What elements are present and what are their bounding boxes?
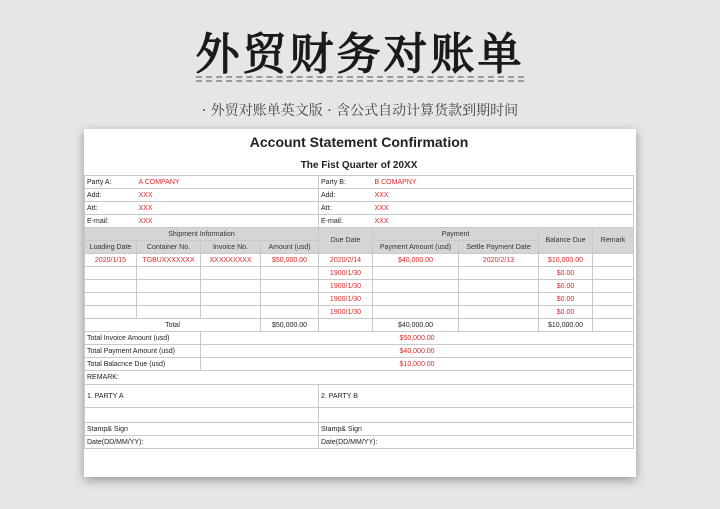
party-a-label: Party A:	[85, 176, 137, 189]
party-a-att-value: XXX	[137, 202, 319, 215]
statement-sheet	[84, 129, 636, 477]
party-b-value: B COMAPNY	[373, 176, 634, 189]
remark-row	[85, 371, 634, 385]
due-date-cell: 1900/1/30	[319, 293, 373, 306]
settle-date-cell	[459, 293, 539, 306]
statement-title: Account Statement Confirmation	[249, 134, 469, 150]
balance-due-cell: $0.00	[539, 267, 593, 280]
due-date-header: Due Date	[319, 228, 373, 254]
invoice-no-cell	[201, 306, 261, 319]
sign-row	[85, 385, 634, 408]
total-row	[85, 319, 634, 332]
summary-label: Total Payment Amount (usd)	[85, 345, 201, 358]
balance-due-cell: $0.00	[539, 293, 593, 306]
party-b-stamp-label: Stamp& Sign	[319, 423, 634, 436]
invoice-no-header: Invoice No.	[201, 241, 261, 254]
container-no-cell	[137, 280, 201, 293]
table-header-group	[85, 228, 634, 241]
payment-amount-cell: $40,000.00	[373, 254, 459, 267]
stamp-row	[85, 423, 634, 436]
payment-group-header: Payment	[373, 228, 539, 241]
party-row	[85, 202, 634, 215]
remark-cell	[593, 306, 634, 319]
party-b-blank	[319, 408, 634, 423]
summary-row	[85, 345, 634, 358]
remark-cell	[593, 293, 634, 306]
remark-cell	[593, 267, 634, 280]
total-balance-due: $10,000.00	[539, 319, 593, 332]
party-row	[85, 189, 634, 202]
balance-due-cell: $0.00	[539, 306, 593, 319]
party-b-label: Party B:	[319, 176, 373, 189]
summary-label: Total Invoice Amount (usd)	[85, 332, 201, 345]
total-amount: $50,000.00	[261, 319, 319, 332]
party-row	[85, 215, 634, 228]
container-no-cell	[137, 306, 201, 319]
remark-cell	[593, 254, 634, 267]
party-b-sign-label: 2. PARTY B	[319, 385, 634, 408]
party-b-email-label: E-mail:	[319, 215, 373, 228]
payment-amount-cell	[373, 267, 459, 280]
balance-due-header: Balance Due	[539, 228, 593, 254]
loading-date-header: Loading Date	[85, 241, 137, 254]
shipment-group-header: Shipment Information	[85, 228, 319, 241]
loading-date-cell	[85, 267, 137, 280]
container-no-cell: TGBUXXXXXXX	[137, 254, 201, 267]
due-date-cell: 1900/1/30	[319, 267, 373, 280]
table-row	[85, 280, 634, 293]
party-b-date-label: Date(DD/MM/YY):	[319, 436, 634, 449]
page-subtitle: · 外贸对账单英文版 · 含公式自动计算货款到期时间	[201, 103, 519, 119]
invoice-no-cell	[201, 293, 261, 306]
party-row	[85, 176, 634, 189]
payment-amount-cell	[373, 280, 459, 293]
container-no-header: Container No.	[137, 241, 201, 254]
table-row	[85, 293, 634, 306]
payment-amount-header: Payment Amount (usd)	[373, 241, 459, 254]
amount-cell	[261, 280, 319, 293]
statement-table	[84, 129, 634, 449]
loading-date-cell	[85, 280, 137, 293]
loading-date-cell	[85, 293, 137, 306]
party-a-att-label: Att:	[85, 202, 137, 215]
party-a-blank	[85, 408, 319, 423]
balance-due-cell: $0.00	[539, 280, 593, 293]
party-a-sign-label: 1. PARTY A	[85, 385, 319, 408]
payment-amount-cell	[373, 293, 459, 306]
summary-label: Total Balacnce Due (usd)	[85, 358, 201, 371]
invoice-no-cell	[201, 280, 261, 293]
settle-date-cell: 2020/2/13	[459, 254, 539, 267]
party-a-add-value: XXX	[137, 189, 319, 202]
container-no-cell	[137, 293, 201, 306]
title-divider	[196, 76, 524, 82]
container-no-cell	[137, 267, 201, 280]
table-row	[85, 254, 634, 267]
party-b-add-value: XXX	[373, 189, 634, 202]
amount-cell	[261, 267, 319, 280]
settle-date-cell	[459, 267, 539, 280]
party-b-att-value: XXX	[373, 202, 634, 215]
due-date-cell: 2020/2/14	[319, 254, 373, 267]
party-a-stamp-label: Stamp& Sign	[85, 423, 319, 436]
table-row	[85, 306, 634, 319]
total-payment-amount: $40,000.00	[373, 319, 459, 332]
amount-header: Amount (usd)	[261, 241, 319, 254]
loading-date-cell: 2020/1/15	[85, 254, 137, 267]
payment-amount-cell	[373, 306, 459, 319]
remark-cell	[593, 280, 634, 293]
party-a-date-label: Date(DD/MM/YY):	[85, 436, 319, 449]
loading-date-cell	[85, 306, 137, 319]
party-b-att-label: Att:	[319, 202, 373, 215]
settle-date-cell	[459, 280, 539, 293]
total-label: Total	[85, 319, 261, 332]
amount-cell: $50,000.00	[261, 254, 319, 267]
page-title: 外贸财务对账单	[195, 29, 525, 80]
settle-date-cell	[459, 306, 539, 319]
summary-row	[85, 332, 634, 345]
party-a-email-label: E-mail:	[85, 215, 137, 228]
statement-subtitle: The Fist Quarter of 20XX	[85, 155, 634, 176]
remark-label: REMARK:	[85, 371, 634, 385]
party-a-add-label: Add:	[85, 189, 137, 202]
party-a-value: A COMPANY	[137, 176, 319, 189]
invoice-no-cell: XXXXXXXXX	[201, 254, 261, 267]
date-row	[85, 436, 634, 449]
party-b-email-value: XXX	[373, 215, 634, 228]
summary-value: $10,000.00	[201, 358, 634, 371]
summary-value: $50,000.00	[201, 332, 634, 345]
remark-header: Remark	[593, 228, 634, 254]
party-b-add-label: Add:	[319, 189, 373, 202]
due-date-cell: 1900/1/30	[319, 280, 373, 293]
balance-due-cell: $10,000.00	[539, 254, 593, 267]
summary-value: $40,000.00	[201, 345, 634, 358]
table-row	[85, 267, 634, 280]
settle-date-header: Settle Payment Date	[459, 241, 539, 254]
summary-row	[85, 358, 634, 371]
invoice-no-cell	[201, 267, 261, 280]
amount-cell	[261, 293, 319, 306]
amount-cell	[261, 306, 319, 319]
due-date-cell: 1900/1/30	[319, 306, 373, 319]
party-a-email-value: XXX	[137, 215, 319, 228]
